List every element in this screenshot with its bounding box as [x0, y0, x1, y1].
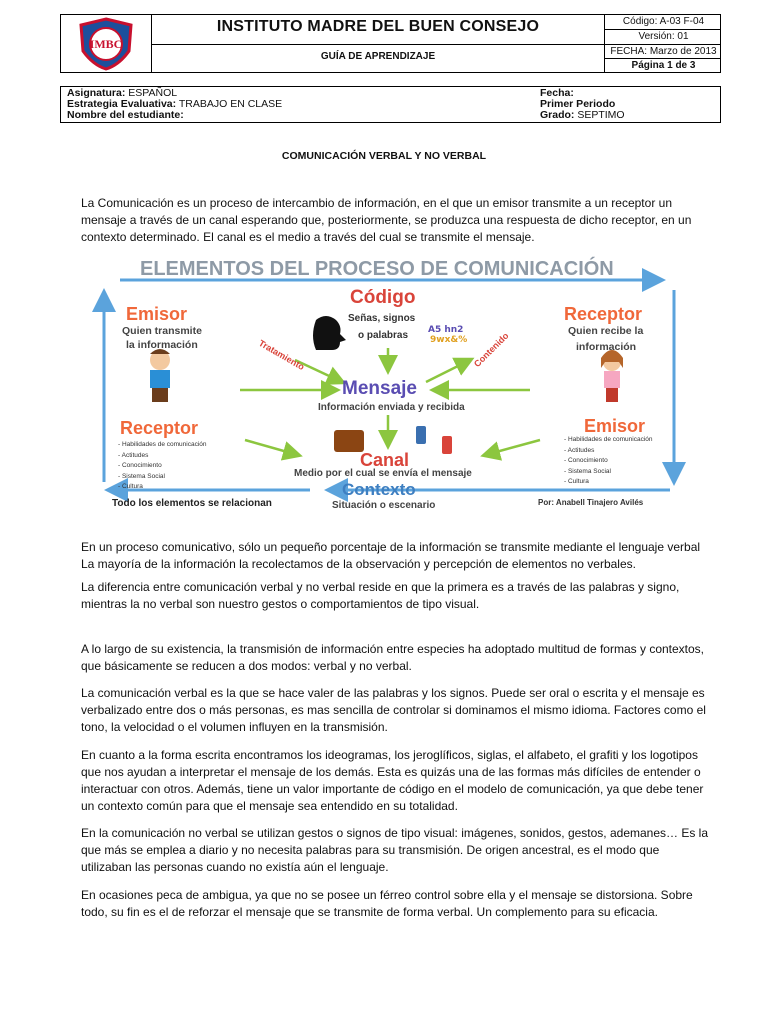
diagram-author: Por: Anabell Tinajero Avilés — [538, 498, 644, 507]
canal-label: Canal — [360, 450, 410, 470]
emisor-right-item: - Habilidades de comunicación — [564, 436, 653, 443]
student-info-box — [60, 86, 721, 123]
tratamiento-label: Tratamiento — [257, 338, 307, 373]
receptor-right-desc-1: Quien recibe la — [568, 325, 644, 337]
doc-version: Versión: 01 — [638, 31, 689, 42]
subject-label: Asignatura: — [67, 87, 126, 99]
paragraph-1: En un proceso comunicativo, sólo un pequeño porcentaje de la información se transmite mediante el lenguaje verbal La mayoría de la información la recolectamos de la observación y percepción de elementos no verbales. — [81, 540, 701, 571]
school-logo — [75, 17, 137, 71]
codigo-desc-1: Señas, signos — [348, 313, 416, 324]
letters-icon: A5 hn2 — [428, 325, 464, 335]
guide-subtitle: GUÍA DE APRENDIZAJE — [320, 51, 436, 62]
paragraph-7: En ocasiones peca de ambigua, ya que no se posee un férreo control sobre ella y el mensaje se distorsiona. Sobre todo, su fin es el de reforzar el mensaje que se transmite de forma verbal. Un complemento para su eficacia. — [81, 888, 693, 919]
contexto-desc: Situación o escenario — [332, 500, 436, 511]
receptor-left-item: - Actitudes — [118, 451, 149, 459]
svg-text:9wx&%: 9wx&% — [430, 335, 468, 345]
receptor-left-item: - Habilidades de comunicación — [118, 441, 207, 448]
document-title: COMUNICACIÓN VERBAL Y NO VERBAL — [281, 150, 487, 162]
paragraph-2: La diferencia entre comunicación verbal y no verbal reside en que la primera es a través de las palabras y signo, mientras la no verbal son nuestro gestos o comportamientos de tipo visual. — [81, 580, 680, 611]
diagram-title: ELEMENTOS DEL PROCESO DE COMUNICACIÓN — [140, 258, 614, 280]
receptor-left-label: Receptor — [120, 418, 199, 438]
girl-figure-icon — [601, 350, 623, 402]
strategy-label: Estrategia Evaluativa: — [67, 98, 177, 110]
speaker-icon — [313, 316, 346, 350]
mensaje-label: Mensaje — [342, 378, 417, 399]
mensaje-desc: Información enviada y recibida — [318, 402, 465, 413]
paragraph-6: En la comunicación no verbal se utilizan gestos o signos de tipo visual: imágenes, sonidos, gestos, ademanes… Es la que más se emplea a diario y no necesita palabras para su transmisión. De origen ancestral, es el modo que utilizaban las personas cuando no existía aún el lenguaje. — [81, 826, 709, 874]
tv-icon — [334, 430, 364, 452]
paragraph-3: A lo largo de su existencia, la transmisión de información entre especies ha adoptado multitud de formas y contextos, que básicamente se reducen a dos modos: verbal y no verbal. — [81, 642, 705, 673]
receptor-right-label: Receptor — [564, 304, 643, 324]
paragraph-4: La comunicación verbal es la que se hace valer de las palabras y los signos. Puede ser oral o escrita y el mensaje es verbalizado entre dos o más personas, es mas sencilla de controlar si dominamos el mismo idioma. Factores como el tono, la velocidad o el volumen influyen en la transmisión. — [81, 686, 706, 734]
contenido-label: Contenido — [472, 330, 511, 370]
mobile-icon — [442, 436, 452, 454]
paragraph-5: En cuanto a la forma escrita encontramos los ideogramas, los jeroglíficos, siglas, el alfabeto, el grafiti y los logotipos que nos ayudan a interpretar el mensaje de los demás. Esta es quizás una de las formas más difíciles de entender o interactuar con otros. Además, tiene un valor importante de código en el modelo de comunicación, ya que debe tener un contexto común para que el mensaje sea entendido en su totalidad. — [81, 748, 704, 813]
document-header — [60, 14, 721, 73]
communication-diagram — [90, 250, 690, 520]
emisor-right-item: - Conocimiento — [564, 457, 608, 464]
grade-label: Grado: — [540, 109, 575, 121]
emisor-left-desc-1: Quien transmite — [122, 325, 202, 337]
intro-paragraph: La Comunicación es un proceso de intercambio de información, en el que un emisor transmite a un receptor un mensaje a través de un canal esperando que, posteriormente, se produzca una respuesta de dicho receptor, en un contexto determinado. El canal es el medio a través del cual se transmite el mensaje. — [81, 196, 692, 244]
date-label: Fecha: — [540, 87, 574, 99]
emisor-right-item: - Cultura — [564, 478, 589, 485]
receptor-left-item: - Conocimiento — [118, 462, 162, 469]
emisor-right-item: - Actitudes — [564, 446, 595, 454]
canal-desc: Medio por el cual se envía el mensaje — [294, 468, 472, 479]
doc-page: Página 1 de 3 — [631, 60, 696, 71]
receptor-left-item: - Cultura — [118, 483, 143, 490]
contexto-label: Contexto — [342, 480, 416, 499]
codigo-desc-2: o palabras — [358, 330, 409, 341]
emisor-left-desc-2: la información — [126, 339, 198, 351]
codigo-label: Código — [350, 287, 416, 308]
receptor-right-desc-2: información — [576, 341, 637, 353]
grade-value: SEPTIMO — [577, 109, 625, 121]
emisor-left-label: Emisor — [126, 304, 188, 324]
diagram-footer-note: Todo los elementos se relacionan — [112, 498, 272, 509]
doc-code: Código: A-03 F-04 — [622, 16, 705, 27]
subject-value: ESPAÑOL — [128, 87, 178, 99]
receptor-left-item: - Sistema Social — [118, 472, 165, 480]
strategy-value: TRABAJO EN CLASE — [178, 98, 283, 110]
emisor-right-label: Emisor — [584, 416, 646, 436]
receptor-left-list — [118, 440, 207, 493]
emisor-right-list — [564, 435, 653, 488]
period-label: Primer Periodo — [540, 98, 616, 110]
emisor-right-item: - Sistema Social — [564, 467, 611, 475]
institution-name: INSTITUTO MADRE DEL BUEN CONSEJO — [216, 18, 540, 35]
boy-figure-icon — [150, 349, 170, 402]
student-name-label: Nombre del estudiante: — [67, 109, 184, 121]
logo-text: IMBC — [89, 37, 123, 51]
phone-icon — [416, 426, 426, 444]
doc-date: FECHA: Marzo de 2013 — [610, 46, 717, 57]
